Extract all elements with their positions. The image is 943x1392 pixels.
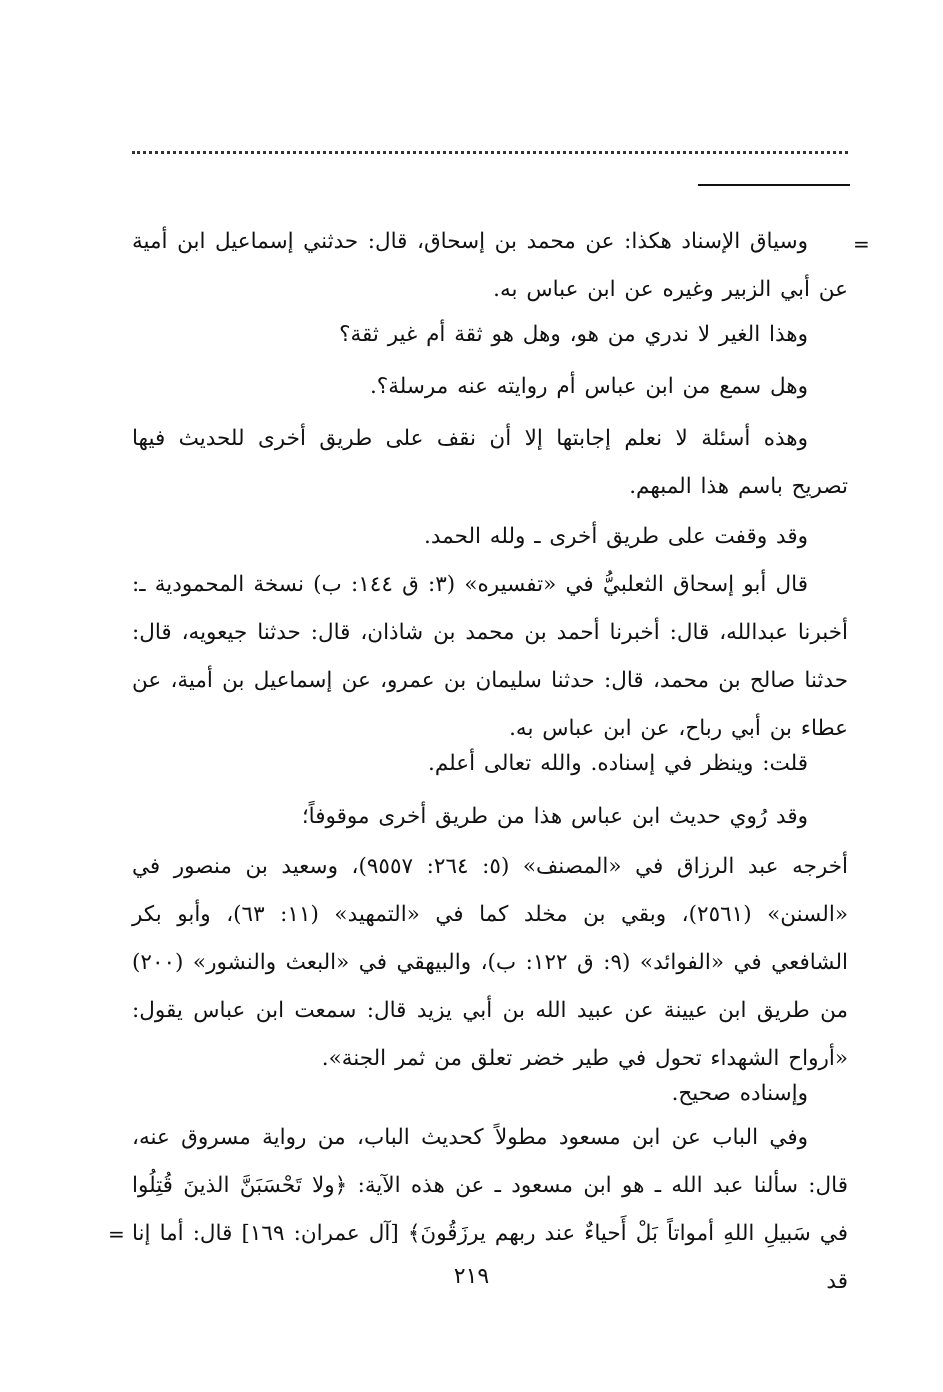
- paragraph-10: وإسناده صحيح.: [671, 1081, 808, 1106]
- paragraph-4: وهذه أسئلة لا نعلم إجابتها إلا أن نقف على طريق أخرى للحديث فيها تصريح باسم هذا المبهم.: [132, 426, 848, 499]
- footnote-rule: [698, 184, 850, 186]
- paragraph-7: قلت: وينظر في إسناده. والله تعالى أعلم.: [428, 751, 808, 776]
- paragraph-6: قال أبو إسحاق الثعلبيُّ في «تفسيره» (٣: ق ١٤٤: ب) نسخة المحمودية ـ: أخبرنا عبدالله، قال: أخبرنا أحمد بن محمد بن شاذان، قال: حدثنا جيعويه، قال: حدثنا صالح بن محمد، قال: حدثنا سليمان بن عمرو، عن إسماعيل بن أمية، عن عطاء بن أبي رباح، عن ابن عباس به.: [132, 572, 848, 741]
- continuation-mark-top: =: [853, 232, 870, 256]
- paragraph-8: وقد رُوي حديث ابن عباس هذا من طريق أخرى موقوفاً؛: [301, 804, 808, 829]
- paragraph-3: وهل سمع من ابن عباس أم روايته عنه مرسلة؟.: [369, 374, 808, 399]
- paragraph-1: وسياق الإسناد هكذا: عن محمد بن إسحاق، قال: حدثني إسماعيل ابن أمية عن أبي الزبير وغيره عن ابن عباس به.: [132, 229, 848, 302]
- paragraph-2: وهذا الغير لا ندري من هو، وهل هو ثقة أم غير ثقة؟: [339, 322, 808, 347]
- page-number: ٢١٩: [453, 1264, 490, 1289]
- paragraph-11: وفي الباب عن ابن مسعود مطولاً كحديث الباب، من رواية مسروق عنه، قال: سألنا عبد الله ـ هو ابن مسعود ـ عن هذه الآية: ﴿ولا تَحْسَبَنَّ الذينَ قُتِلُوا في سَبيلِ اللهِ أمواتاً بَلْ أَحياءٌ عند ربهم يرزَقُونَ﴾ [آل عمران: ١٦٩] قال: أما إنا قد: [132, 1125, 848, 1294]
- paragraph-9: أخرجه عبد الرزاق في «المصنف» (٥: ٢٦٤: ٩٥٥٧)، وسعيد بن منصور في «السنن» (٢٥٦١)، وبقي بن مخلد كما في «التمهيد» (١١: ٦٣)، وأبو بكر الشافعي في «الفوائد» (٩: ق ١٢٢: ب)، والبيهقي في «البعث والنشور» (٢٠٠) من طريق ابن عيينة عن عبيد الله بن أبي يزيد قال: سمعت ابن عباس يقول: «أرواح الشهداء تحول في طير خضر تعلق من ثمر الجنة».: [132, 854, 849, 1071]
- continuation-mark-bottom: =: [108, 1222, 125, 1246]
- dotted-separator: [132, 151, 848, 154]
- paragraph-5: وقد وقفت على طريق أخرى ـ ولله الحمد.: [424, 524, 808, 549]
